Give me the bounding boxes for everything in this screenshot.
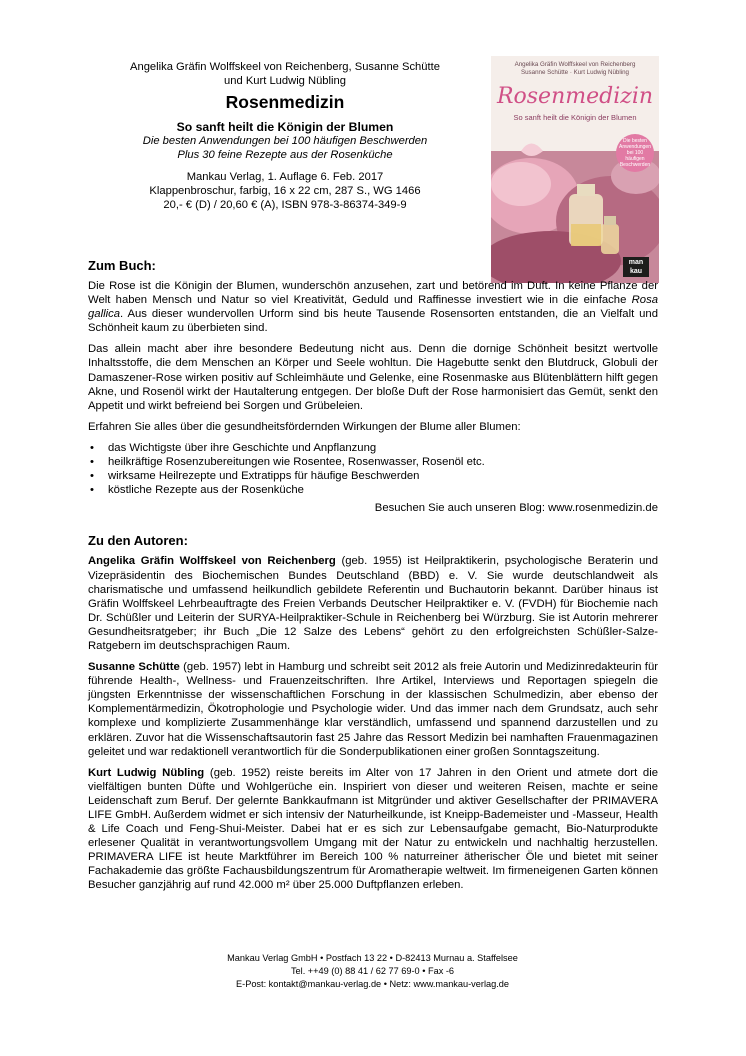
authors-line-2: und Kurt Ludwig Nübling xyxy=(224,75,346,87)
list-item: • wirksame Heilrezepte und Extratipps für häufige Beschwerden xyxy=(88,469,658,483)
cover-subtitle: So sanft heilt die Königin der Blumen xyxy=(513,113,637,122)
pub-line-3: 20,- € (D) / 20,60 € (A), ISBN 978-3-86374-349-9 xyxy=(163,199,407,211)
publication-info xyxy=(100,170,470,212)
footer-address: Mankau Verlag GmbH • Postfach 13 22 • D-82413 Murnau a. Staffelsee xyxy=(227,953,518,963)
author-text-2: (geb. 1957) lebt in Hamburg und schreibt seit 2012 als freie Autorin und Medizinredakteurin für führende Health-, Wellness- und Frauenzeitschriften. Ihre Artikel, Interviews und Reportagen spiegeln die jüngsten Erkenntnisse der wissenschaftlichen Forschung in der klassischen Schulmedizin, aber ebenso der Komplementärmedizin, Ökotrophologie und Psychologie wider. Und das immer nach dem Grundsatz, auch sehr komplexe und komplizierte Zusammenhänge klar verständlich, umfassend und spannend darzustellen und zu erklären. Zuvor hat die Wissenschaftsautorin fast 25 Jahre das Ressort Medizin bei namhaften Frauenmagazinen geleitet und war redaktionell verantwortlich für die Sonderpublikationen einer großen Sonntagszeitung. xyxy=(88,661,658,758)
author-bio-1 xyxy=(88,554,658,653)
cover-authors-2: Susanne Schütte · Kurt Ludwig Nübling xyxy=(520,69,629,76)
book-p1-part-b: . Aus dieser wundervollen Urform sind bis heute Tausende Rosensorten entstanden, die an Vielfalt und Schönheit kaum zu überbieten sind. xyxy=(88,308,658,335)
authors-section-heading: Zu den Autoren: xyxy=(88,533,188,549)
cover-title: Rosenmedizin xyxy=(496,84,654,109)
tagline-2: Plus 30 feine Rezepte aus der Rosenküche xyxy=(177,149,393,161)
feature-list xyxy=(88,441,658,497)
footer-contact: E-Post: kontakt@mankau-verlag.de • Netz: www.mankau-verlag.de xyxy=(236,979,509,989)
blog-link: Besuchen Sie auch unseren Blog: www.rosenmedizin.de xyxy=(374,502,658,515)
pub-line-1: Mankau Verlag, 1. Auflage 6. Feb. 2017 xyxy=(186,171,384,183)
author-bio-3 xyxy=(88,766,658,893)
author-name-2: Susanne Schütte xyxy=(88,661,180,674)
book-paragraph-1 xyxy=(88,279,658,335)
author-text-3: (geb. 1952) reiste bereits im Alter von 17 Jahren in den Orient und atmete dort die vielfältigen bunten Düfte und Wohlgerüche ein. Inspiriert von dieser und weiteren Reisen, machte er seine Leidenschaft zum Beruf. Der gelernte Bankkaufmann ist Mitgründer und aktiver Gesellschafter der PRIMAVERA LIFE GmbH. Außerdem widmet er sich intensiv der Naturheilkunde, ist Kneipp-Bademeister und -Masseur, Health & Life Coach und Feng-Shui-Meister. Dabei hat er es sich zur Lebensaufgabe gemacht, Bio-Naturprodukte erlesener Qualität in verantwortungsvollem Umgang mit der Natur zu entwickeln und nachhaltig herzustellen. PRIMAVERA LIFE ist heute Marktführer im Bereich 100 % naturreiner ätherischer Öle und bietet mit seiner Fachakademie das größte Fachausbildungszentrum für Aromatherapie weltweit. Im firmeneigenen Garten können Besucher ganzjährig auf rund 42.000 m² über 25.000 Duftpflanzen erleben. xyxy=(88,766,658,892)
author-name-3: Kurt Ludwig Nübling xyxy=(88,766,205,779)
logo-line-1: man xyxy=(628,259,644,266)
book-cover-image xyxy=(491,56,659,283)
book-paragraph-2: Das allein macht aber ihre besondere Bedeutung nicht aus. Denn die dornige Schönheit besitzt wertvolle Inhaltsstoffe, die dem Menschen an Körper und Seele wohltun. Die Hagebutte senkt den Blutdruck, Globuli der Damaszener-Rose wirken positiv auf Schleimhäute und Gelenke, eine Rosenmaske aus Blütenblättern hilft gegen Akne, und Rosenöl wirkt der Hautalterung entgegen. Der bloße Duft der Rose harmonisiert das Gemüt, senkt den Appetit und wirkt befreiend bei Sorgen und Grübeleien. xyxy=(88,343,658,412)
logo-line-2: kau xyxy=(629,268,643,275)
book-p1-italic: Rosa gallica xyxy=(88,294,658,321)
book-section-heading: Zum Buch: xyxy=(88,258,156,273)
book-paragraph-3: Erfahren Sie alles über die gesundheitsfördernden Wirkungen der Blume aller Blumen: xyxy=(88,420,521,433)
book-title: Rosenmedizin xyxy=(225,92,345,112)
author-name-1: Angelika Gräfin Wolffskeel von Reichenberg xyxy=(88,555,336,568)
list-item: • köstliche Rezepte aus der Rosenküche xyxy=(88,483,658,497)
book-p1-part-a: Die Rose ist die Königin der Blumen, wunderschön anzusehen, zart und betörend im Duft. In keine Pflanze der Welt haben Mensch und Natur so viel Kreativität, Geduld und Raffinesse investiert wie in die einfache xyxy=(88,280,658,307)
book-subtitle: So sanft heilt die Königin der Blumen xyxy=(176,120,394,134)
book-header xyxy=(100,60,470,212)
list-item: • heilkräftige Rosenzubereitungen wie Rosentee, Rosenwasser, Rosenöl etc. xyxy=(88,455,658,469)
author-bio-2 xyxy=(88,660,658,759)
author-text-1: (geb. 1955) ist Heilpraktikerin, psychologische Beraterin und Vizepräsidentin des Biochemischen Bundes Deutschland (BBD) e. V. Sie wurde deutschlandweit als charismatische und umfassend heilkundlich gebildete Referentin und Buchautorin bekannt. Darüber hinaus ist Gräfin Wolffskeel Lehrbeauftragte des Freien Verbands Deutscher Heilpraktiker e. V. (FVDH) für Biochemie nach Dr. Schüßler und Leiterin der SURYA-Heilpraktiker-Schule in Reichenberg bei Würzburg. Sie ist Autorin mehrerer Gesundheitsratgeber; ihr Buch „Die 12 Salze des Lebens“ gehört zu den erfolgreichsten Schüßler-Salze-Ratgebern im deutschsprachigen Raum. xyxy=(88,555,658,652)
cover-authors-1: Angelika Gräfin Wolffskeel von Reichenberg xyxy=(514,61,636,68)
footer-phone: Tel. ++49 (0) 88 41 / 62 77 69-0 • Fax -6 xyxy=(290,966,455,976)
authors-line-1: Angelika Gräfin Wolffskeel von Reichenberg, Susanne Schütte xyxy=(130,61,440,73)
main-content xyxy=(88,258,658,900)
cover-badge: Die besten Anwendungen bei 100 häufigen Beschwerden xyxy=(616,134,654,172)
pub-line-2: Klappenbroschur, farbig, 16 x 22 cm, 287 S., WG 1466 xyxy=(149,185,421,197)
publisher-footer xyxy=(100,952,645,991)
tagline-1: Die besten Anwendungen bei 100 häufigen Beschwerden xyxy=(142,135,428,147)
list-item: • das Wichtigste über ihre Geschichte und Anpflanzung xyxy=(88,441,658,455)
